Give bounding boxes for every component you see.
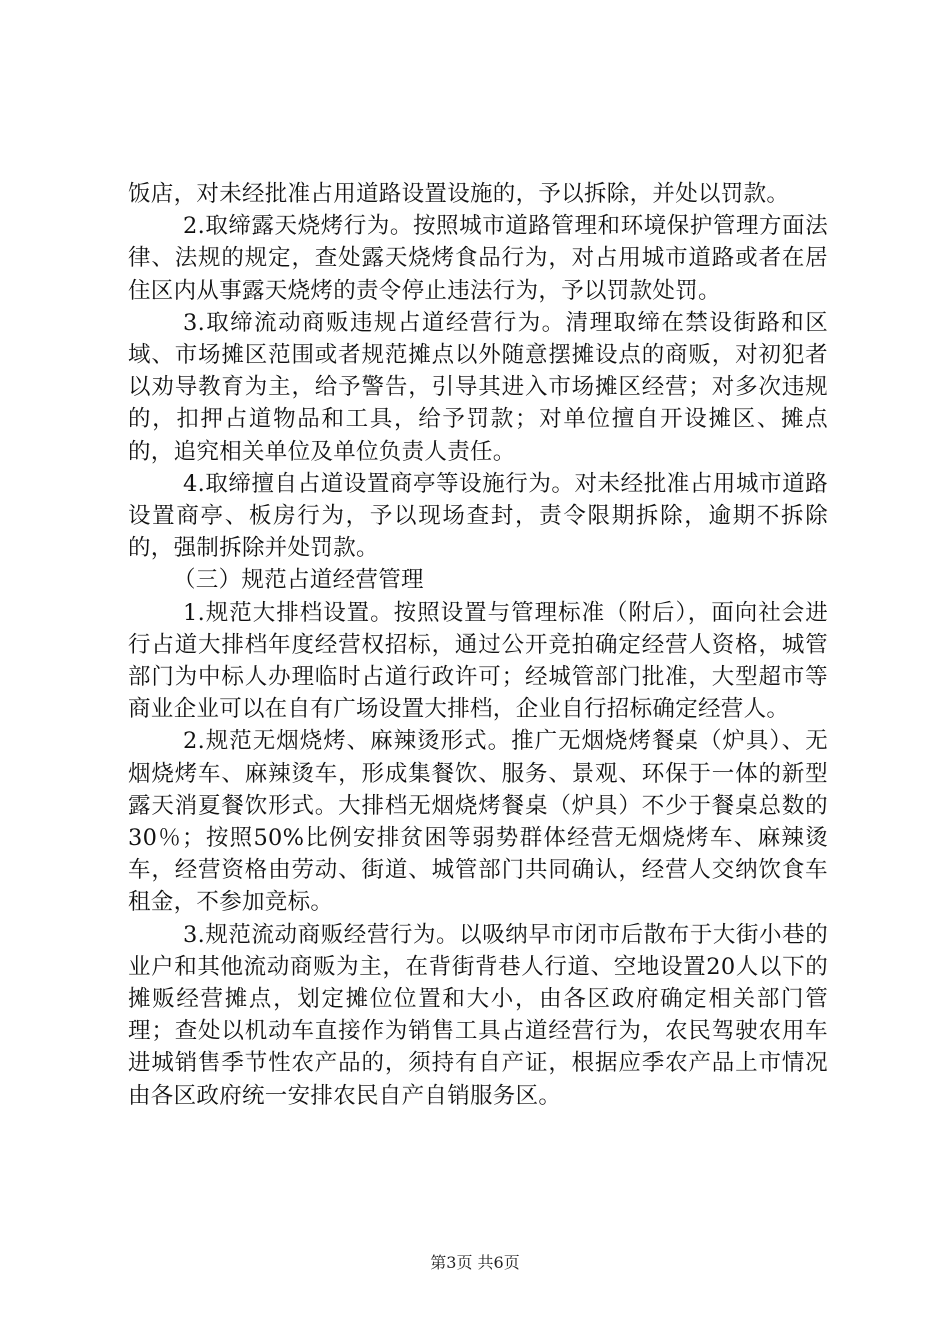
paragraph-item-2-smokeless-bbq: 2.规范无烟烧烤、麻辣烫形式。推广无烟烧烤餐桌（炉具）、无烟烧烤车、麻辣烫车，形成集餐饮、服务、景观、环保于一体的新型露天消夏餐饮形式。大排档无烟烧烤餐桌（炉具）不少于餐桌总数的30％；按照50%比例安排贫困等弱势群体经营无烟烧烤车、麻辣烫车，经营资格由劳动、街道、城管部门共同确认，经营人交纳饮食车租金，不参加竞标。 (128, 728, 828, 916)
paragraph-item-2-outdoor-bbq: 2.取缔露天烧烤行为。按照城市道路管理和环境保护管理方面法律、法规的规定，查处露天烧烤食品行为，对占用城市道路或者在居住区内从事露天烧烤的责令停止违法行为，予以罚款处罚。 (128, 213, 828, 304)
paragraph-item-3-street-vendors: 3.取缔流动商贩违规占道经营行为。清理取缔在禁设街路和区域、市场摊区范围或者规范摊点以外随意摆摊设点的商贩，对初犯者以劝导教育为主，给予警告，引导其进入市场摊区经营；对多次违规的，扣押占道物品和工具，给予罚款；对单位擅自开设摊区、摊点的，追究相关单位及单位负责人责任。 (128, 309, 828, 465)
paragraph-item-3-vendor-management: 3.规范流动商贩经营行为。以吸纳早市闭市后散布于大街小巷的业户和其他流动商贩为主，在背街背巷人行道、空地设置20人以下的摊贩经营摊点，划定摊位位置和大小，由各区政府确定相关部门管理；查处以机动车直接作为销售工具占道经营行为，农民驾驶农用车进城销售季节性农产品的，须持有自产证，根据应季农产品上市情况由各区政府统一安排农民自产自销服务区。 (128, 921, 828, 1109)
section-heading: （三）规范占道经营管理 (173, 567, 424, 594)
paragraph-item-1-food-stalls: 1.规范大排档设置。按照设置与管理标准（附后），面向社会进行占道大排档年度经营权招标，通过公开竞拍确定经营人资格，城管部门为中标人办理临时占道行政许可；经城管部门批准，大型超市等商业企业可以在自有广场设置大排档，企业自行招标确定经营人。 (128, 599, 828, 723)
document-body (128, 178, 828, 1112)
paragraph-item-4-kiosks: 4.取缔擅自占道设置商亭等设施行为。对未经批准占用城市道路设置商亭、板房行为，予以现场查封，责令限期拆除，逾期不拆除的，强制拆除并处罚款。 (128, 470, 828, 562)
paragraph-continuation: 饭店，对未经批准占用道路设置设施的，予以拆除，并处以罚款。 (128, 181, 790, 207)
page-footer: 第3页 共6页 (430, 1253, 520, 1272)
